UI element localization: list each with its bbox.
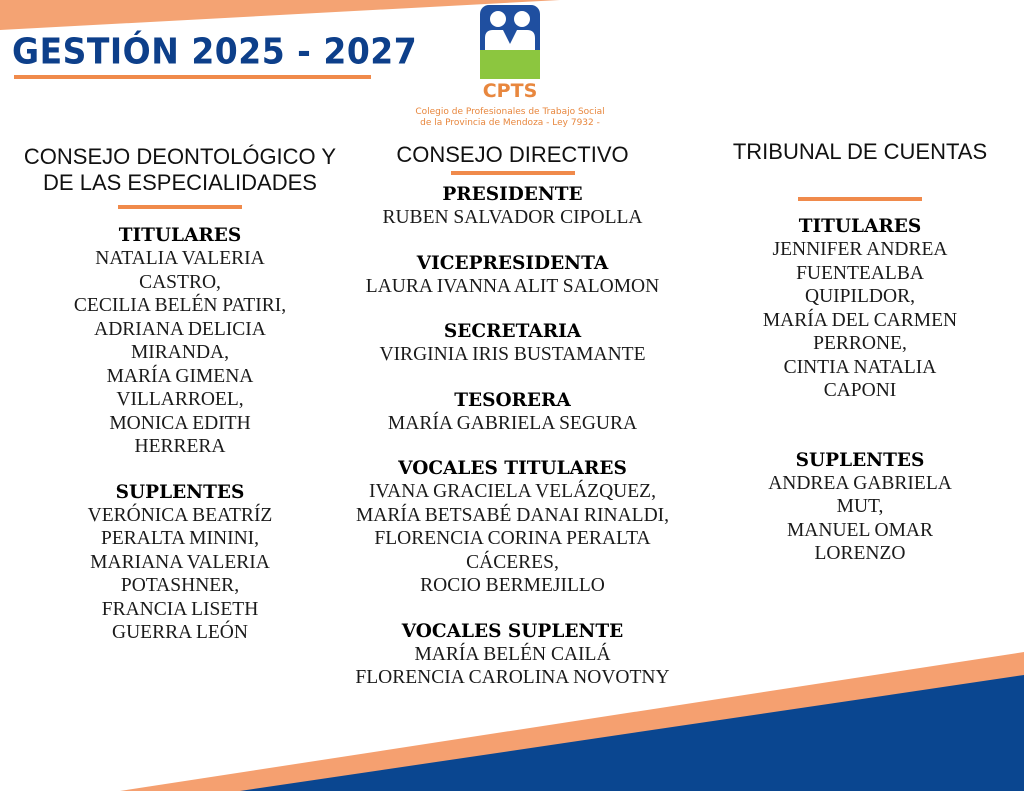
member-name: CÁCERES,: [466, 551, 559, 573]
member-name: FRANCIA LISETH: [101, 598, 259, 620]
titulares-list: [5, 247, 355, 459]
people-logo-icon: [479, 4, 541, 80]
column-tribunal-de-cuentas: [710, 139, 1010, 566]
column-consejo-directivo: [330, 142, 695, 690]
role-heading: VOCALES SUPLENTE: [401, 620, 624, 642]
role-members: [330, 206, 695, 230]
member-name: MIRANDA,: [130, 342, 230, 363]
title-underline: [14, 75, 371, 79]
role-members: [330, 480, 695, 598]
member-name: ADRIANA DELICIA: [94, 318, 266, 340]
member-name: PERRONE,: [813, 333, 907, 354]
member-name: HERRERA: [134, 436, 226, 457]
member-name: ANDREA GABRIELA: [768, 472, 952, 494]
role-heading: VICEPRESIDENTA: [416, 252, 609, 274]
role-block-vicepresidenta: [330, 252, 695, 299]
member-name: CINTIA NATALIA: [783, 356, 937, 378]
member-name: MARIANA VALERIA: [90, 551, 270, 573]
member-name: FUENTEALBA: [796, 262, 924, 284]
suplentes-heading: SUPLENTES: [795, 449, 925, 471]
role-members: [330, 643, 695, 690]
role-block-vocales-titulares: [330, 457, 695, 598]
member-name: FLORENCIA CORINA PERALTA: [374, 528, 651, 549]
role-heading: SECRETARIA: [443, 321, 582, 342]
member-name: VERÓNICA BEATRÍZ: [87, 504, 273, 526]
member-name: IVANA GRACIELA VELÁZQUEZ,: [369, 481, 656, 502]
role-heading: VOCALES TITULARES: [398, 458, 627, 479]
consejo-directivo-title: CONSEJO DIRECTIVO: [396, 142, 629, 167]
suplentes-list: [710, 472, 1010, 566]
logo-subtitle-line: de la Provincia de Mendoza - Ley 7932 -: [420, 118, 600, 128]
role-block-tesorera: [330, 389, 695, 436]
member-name: CASTRO,: [139, 271, 221, 293]
member-name: MARÍA GIMENA: [106, 365, 254, 387]
titulares-heading: TITULARES: [798, 216, 922, 237]
section-underline: [118, 205, 242, 209]
member-name: PERALTA MININI,: [100, 528, 260, 549]
member-name: QUIPILDOR,: [805, 286, 915, 307]
member-name: ROCIO BERMEJILLO: [420, 575, 605, 596]
role-members: [330, 343, 695, 367]
logo-subtitle-line: Colegio de Profesionales de Trabajo Social: [415, 107, 605, 117]
member-name: JENNIFER ANDREA: [772, 239, 948, 260]
member-name: MARÍA BETSABÉ DANAI RINALDI,: [355, 504, 670, 526]
member-name: VIRGINIA IRIS BUSTAMANTE: [379, 344, 646, 365]
consejo-deontologico-title: [5, 144, 355, 196]
role-block-secretaria: [330, 320, 695, 367]
title-line: CONSEJO DEONTOLÓGICO Y: [23, 144, 337, 169]
member-name: MARÍA DEL CARMEN: [762, 309, 958, 331]
member-name: MONICA EDITH: [109, 412, 251, 434]
section-underline: [798, 197, 922, 201]
member-name: RUBEN SALVADOR CIPOLLA: [382, 207, 643, 228]
role-heading: PRESIDENTE: [442, 184, 583, 205]
member-name: MUT,: [836, 496, 884, 517]
role-heading: TESORERA: [454, 389, 571, 411]
role-members: [330, 412, 695, 436]
role-block-vocales-suplente: [330, 620, 695, 690]
column-consejo-deontologico: [5, 144, 355, 645]
titulares-heading: TITULARES: [118, 225, 242, 246]
member-name: MARÍA GABRIELA SEGURA: [387, 412, 638, 434]
member-name: LORENZO: [814, 543, 906, 564]
role-block-presidente: [330, 183, 695, 230]
suplentes-heading: SUPLENTES: [115, 481, 245, 503]
member-name: NATALIA VALERIA: [95, 248, 265, 269]
member-name: MARÍA BELÉN CAILÁ: [414, 643, 611, 665]
member-name: CECILIA BELÉN PATIRI,: [73, 295, 287, 316]
member-name: MANUEL OMAR: [786, 519, 934, 541]
member-name: GUERRA LEÓN: [112, 622, 248, 643]
tribunal-de-cuentas-title: TRIBUNAL DE CUENTAS: [732, 139, 988, 164]
logo-acronym: CPTS: [482, 80, 538, 102]
cpts-logo: [390, 4, 630, 129]
member-name: POTASHNER,: [120, 575, 240, 596]
member-name: VILLARROEL,: [116, 389, 244, 410]
member-name: LAURA IVANNA ALIT SALOMON: [365, 275, 660, 297]
section-underline: [451, 171, 575, 175]
suplentes-list: [5, 504, 355, 645]
logo-subtitle: [390, 107, 630, 129]
member-name: CAPONI: [823, 380, 897, 401]
member-name: FLORENCIA CAROLINA NOVOTNY: [355, 667, 670, 688]
title-line: DE LAS ESPECIALIDADES: [43, 170, 317, 195]
page-title: GESTIÓN 2025 - 2027: [12, 30, 418, 73]
titulares-list: [710, 238, 1010, 403]
role-members: [330, 275, 695, 299]
